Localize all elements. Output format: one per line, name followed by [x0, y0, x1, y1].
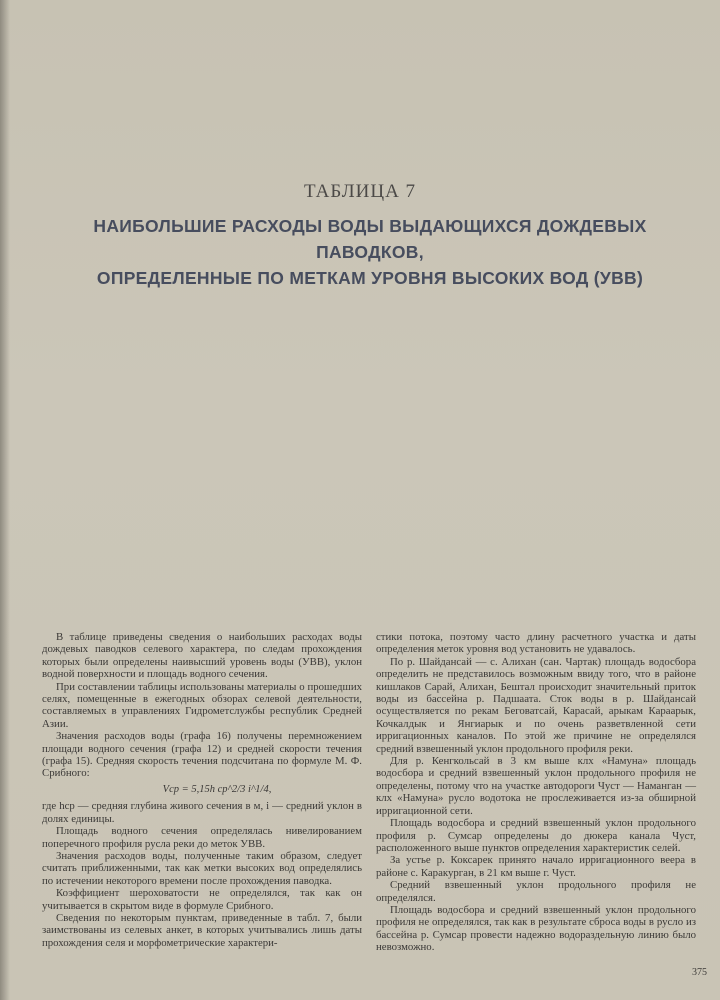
paragraph: Для р. Кенгкольсай в 3 км выше клх «Намуна» площадь водосбора и средний взвешенный уклон продольного профиля не определены, потому что на участке автодороги Чуст — Наманган — клх «Намуна» русло водотока не прослеживается из-за обширной ирригационной сети.: [376, 755, 696, 817]
paragraph: Площадь водосбора и средний взвешенный уклон продольного профиля не определялся, так как в результате сброса воды в русло из бассейна р. Сумсар провести надежно водораздельную линию было невозможно.: [376, 903, 696, 954]
paragraph: Коэффициент шероховатости не определялся, так как он учитывается в скрытом виде в формуле Срибного.: [42, 887, 362, 912]
paragraph: По р. Шайдансай — с. Алихан (сан. Чартак) площадь водосбора определить не представилось возможным ввиду того, что в районе кишлаков Сарай, Алихан, Бештал происходит значительный приток воды из бассейна р. Падшаата. Сток воды в р. Шайдансай осуществляется по рекам Беговатсай, Карасай, арыкам Караарык, Кочкалдык и Янгиарык и по очень разветвленной сети ирригационных каналов. По этой же причине не определялся средний взвешенный уклон продольного профиля реки.: [376, 655, 696, 755]
paragraph: В таблице приведены сведения о наибольших расходах воды дождевых паводков селевого характера, по следам прохождения которых были определены наивысший уровень воды (УВВ), уклон водной поверхности и площадь водного сечения.: [42, 631, 362, 681]
table-label: ТАБЛИЦА 7: [303, 181, 417, 202]
paragraph: Сведения по некоторым пунктам, приведенные в табл. 7, были заимствованы из селевых анкет, в которых учитывались лишь даты прохождения селя и морфометрические характери-: [42, 911, 362, 949]
paragraph: Площадь водосбора и средний взвешенный уклон продольного профиля р. Сумсар определены до дюкера канала Чуст, расположенного выше пунктов определения характеристик селей.: [376, 817, 696, 854]
paragraph: где hср — средняя глубина живого сечения в м, i — средний уклон в долях единицы.: [42, 800, 362, 825]
paragraph: При составлении таблицы использованы материалы о прошедших селях, помещенные в ежегодных обзорах селевой деятельности, составляемых в управлениях Гидрометслужбы республик Средней Азии.: [42, 680, 362, 730]
paragraph: Значения расходов воды, полученные таким образом, следует считать приближенными, так как метки высоких вод определялись по истечении некоторого времени после прохождения паводка.: [42, 849, 362, 887]
page-binding-shadow: [0, 0, 10, 1000]
paragraph: стики потока, поэтому часто длину расчетного участка и даты определения меток уровня вод установить не удавалось.: [376, 631, 696, 656]
paragraph: Площадь водного сечения определялась нивелированием поперечного профиля русла реки до меток УВВ.: [42, 825, 362, 850]
page-title: [40, 213, 700, 291]
title-line-1: НАИБОЛЬШИЕ РАСХОДЫ ВОДЫ ВЫДАЮЩИХСЯ ДОЖДЕВЫХ ПАВОДКОВ,: [93, 216, 647, 262]
paragraph: За устье р. Коксарек принято начало ирригационного веера в районе с. Каракурган, в 21 км выше г. Чуст.: [376, 854, 696, 879]
velocity-formula: Vср = 5,15h ср^2/3 i^1/4,: [162, 783, 272, 795]
page-number: 375: [692, 967, 707, 978]
left-text-column: [42, 631, 362, 949]
paragraph: Средний взвешенный уклон продольного профиля не определялся.: [376, 879, 696, 904]
title-line-2: ОПРЕДЕЛЕННЫЕ ПО МЕТКАМ УРОВНЯ ВЫСОКИХ ВОД (УВВ): [96, 268, 644, 288]
right-text-column: [376, 631, 696, 954]
paragraph: Значения расходов воды (графа 16) получены перемножением площади водного сечения (графа 12) и средней скорости течения (графа 15). Средняя скорость течения подсчитана по формуле М. Ф. Срибного:: [42, 730, 362, 780]
